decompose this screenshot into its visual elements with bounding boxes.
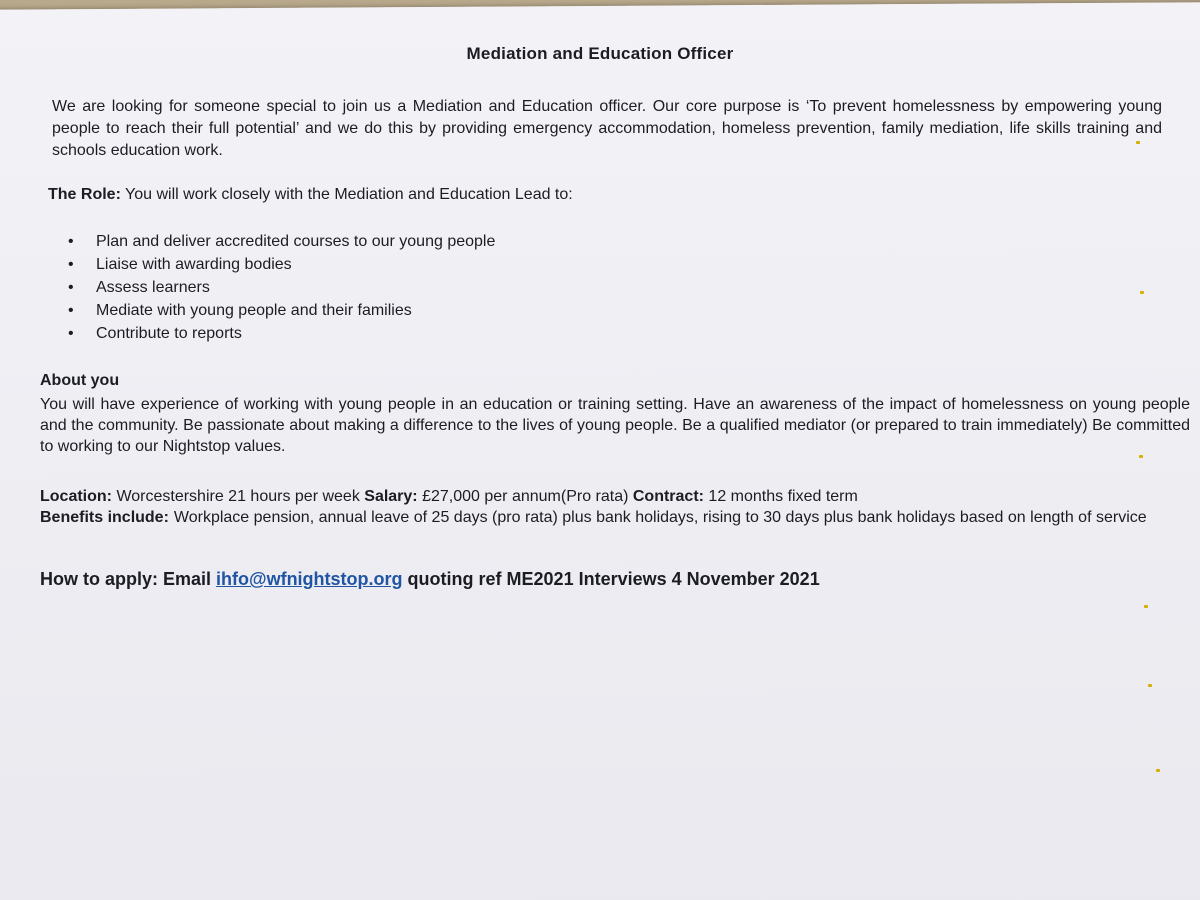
apply-prefix: How to apply: Email xyxy=(40,569,217,589)
list-item-text: Liaise with awarding bodies xyxy=(96,256,292,273)
list-item xyxy=(66,230,766,253)
about-heading: About you xyxy=(40,372,120,389)
benefits-value: Workplace pension, annual leave of 25 days (pro rata) plus bank holidays, rising to 30 days plus bank holidays based on length of service xyxy=(173,509,1147,526)
list-item-text: Plan and deliver accredited courses to our young people xyxy=(96,233,496,250)
email-link[interactable]: ihfo@wfnightstop.org xyxy=(216,569,403,589)
role-line xyxy=(48,184,1148,206)
how-to-apply xyxy=(40,566,1180,592)
details-line xyxy=(40,486,1180,507)
list-item-text: Mediate with young people and their families xyxy=(96,302,412,319)
document-title: Mediation and Education Officer xyxy=(466,44,734,63)
list-item xyxy=(66,276,766,299)
salary-value: £27,000 per annum(Pro rata) xyxy=(417,488,633,505)
bullet-icon: • xyxy=(68,233,74,250)
intro-paragraph: We are looking for someone special to join us a Mediation and Education officer. Our core purpose is ‘To prevent homelessness by empowering young people to reach their full potential’ and we do this by providing emergency accommodation, homeless prevention, family mediation, life skills training and schools education work. xyxy=(52,98,1162,159)
ink-speck xyxy=(1136,141,1140,144)
ink-speck xyxy=(1144,605,1148,608)
bullet-icon: • xyxy=(68,302,74,319)
bullet-icon: • xyxy=(68,325,74,342)
contract-label: Contract: xyxy=(632,488,704,505)
ink-speck xyxy=(1148,684,1152,687)
bullet-icon: • xyxy=(68,256,74,273)
ink-speck xyxy=(1156,769,1160,772)
location-value: Worcestershire 21 hours per week xyxy=(112,488,365,505)
benefits-line xyxy=(40,507,1180,528)
list-item xyxy=(66,253,766,276)
benefits-label: Benefits include: xyxy=(40,509,169,526)
list-item-text: Contribute to reports xyxy=(96,325,242,342)
job-details xyxy=(40,486,1180,528)
ink-speck xyxy=(1139,455,1143,458)
contract-value: 12 months fixed term xyxy=(703,488,858,505)
list-item xyxy=(66,299,766,322)
duties-list xyxy=(66,230,766,345)
list-item xyxy=(66,322,766,345)
apply-suffix: quoting ref ME2021 Interviews 4 November 2021 xyxy=(402,569,820,589)
list-item-text: Assess learners xyxy=(96,279,210,296)
ink-speck xyxy=(1140,291,1144,294)
salary-label: Salary: xyxy=(364,488,418,505)
bullet-icon: • xyxy=(68,279,74,296)
role-text: You will work closely with the Mediation and Education Lead to: xyxy=(120,186,573,203)
location-label: Location: xyxy=(40,488,112,505)
role-label: The Role: xyxy=(48,186,121,203)
about-paragraph: You will have experience of working with young people in an education or training setting. Have an awareness of the impact of homelessness on young people and the community. Be passionate about making a difference to the lives of young people. Be a qualified mediator (or prepared to train immediately) Be committed to working to our Nightstop values. xyxy=(40,396,1190,455)
